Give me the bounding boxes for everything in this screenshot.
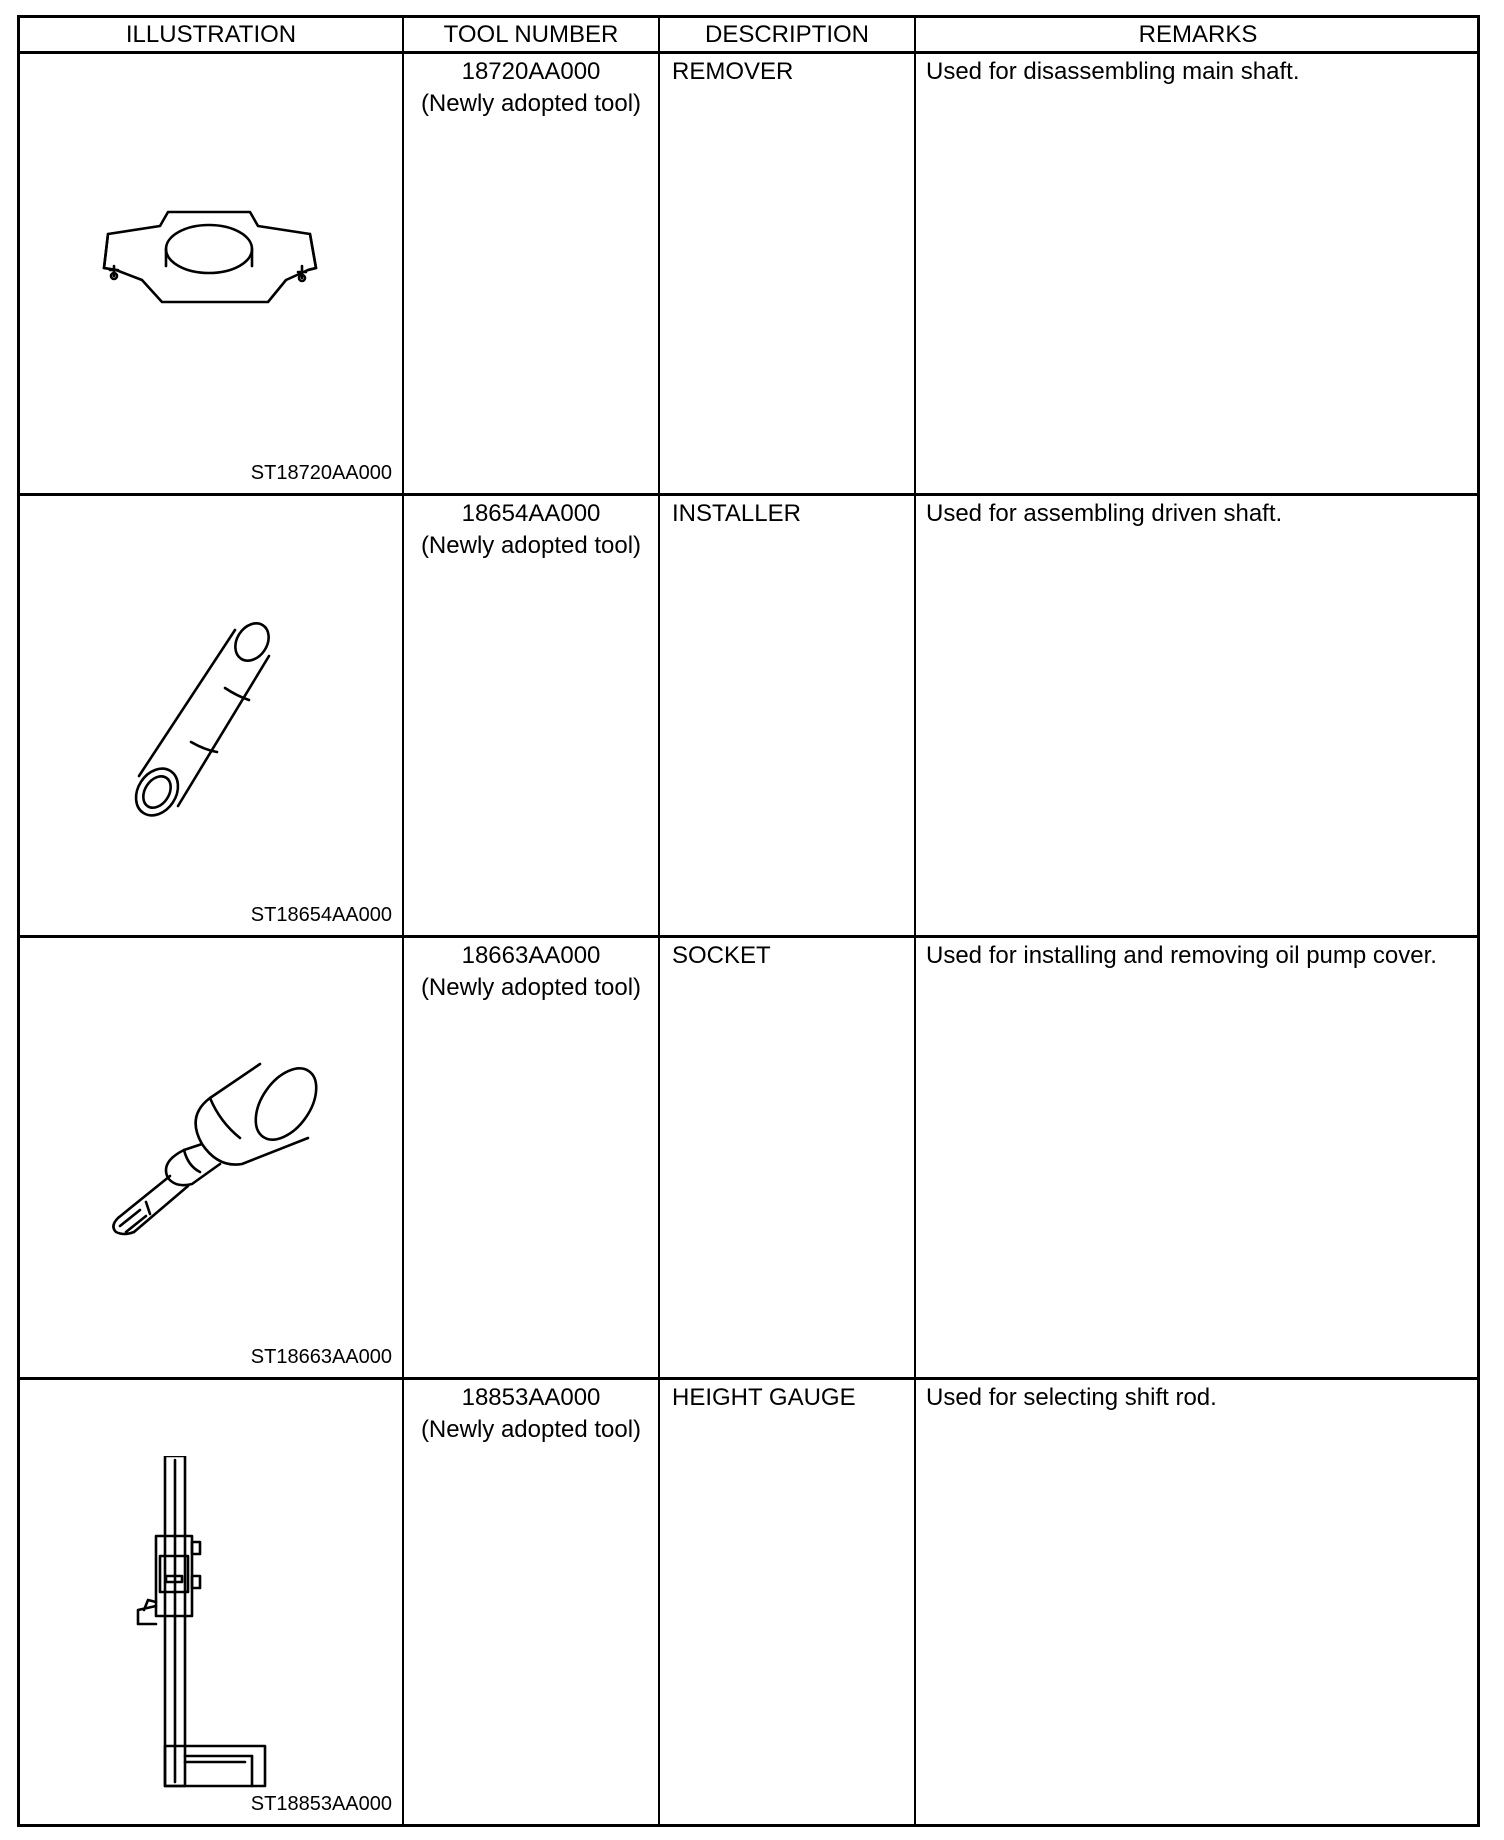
tool-number: 18654AA000: [461, 500, 601, 527]
illustration-code: ST18720AA000: [250, 462, 392, 484]
tool-number-cell: [404, 938, 658, 1377]
remarks-cell: Used for selecting shift rod.: [926, 1384, 1217, 1411]
remarks-cell: Used for disassembling main shaft.: [926, 58, 1300, 85]
tool-note: (Newly adopted tool): [420, 532, 642, 559]
description-cell: HEIGHT GAUGE: [672, 1384, 856, 1411]
table-row: [20, 938, 1477, 1380]
table-row: [20, 496, 1477, 938]
table-row: [20, 1380, 1477, 1824]
tool-note: (Newly adopted tool): [420, 974, 642, 1001]
illustration-cell: [20, 54, 402, 493]
tool-number-cell: [404, 54, 658, 493]
remover-clamp-icon: [90, 204, 330, 324]
description-cell: REMOVER: [672, 58, 794, 85]
table-header: [20, 18, 1477, 54]
tool-number: 18720AA000: [461, 58, 601, 85]
illustration-cell: [20, 938, 402, 1377]
header-illustration: ILLUSTRATION: [125, 21, 297, 48]
tool-number-cell: [404, 1380, 658, 1824]
illustration-cell: [20, 1380, 402, 1824]
illustration-code: ST18654AA000: [250, 904, 392, 926]
socket-icon: [90, 1038, 340, 1268]
tool-note: (Newly adopted tool): [420, 1416, 642, 1443]
description-cell: SOCKET: [672, 942, 771, 969]
remarks-cell: Used for installing and removing oil pump cover.: [926, 942, 1437, 969]
tool-number-cell: [404, 496, 658, 935]
tool-number: 18853AA000: [461, 1384, 601, 1411]
tool-note: (Newly adopted tool): [420, 90, 642, 117]
illustration-code: ST18663AA000: [250, 1346, 392, 1368]
special-tools-table: [17, 15, 1480, 1827]
header-remarks: REMARKS: [1138, 21, 1258, 48]
height-gauge-icon: [130, 1456, 290, 1806]
illustration-cell: [20, 496, 402, 935]
remarks-cell: Used for assembling driven shaft.: [926, 500, 1283, 527]
description-cell: INSTALLER: [672, 500, 801, 527]
header-tool-number: TOOL NUMBER: [443, 21, 619, 48]
illustration-code: ST18853AA000: [250, 1793, 392, 1815]
tool-number: 18663AA000: [461, 942, 601, 969]
header-description: DESCRIPTION: [704, 21, 869, 48]
installer-tube-icon: [115, 616, 295, 836]
table-row: [20, 54, 1477, 496]
